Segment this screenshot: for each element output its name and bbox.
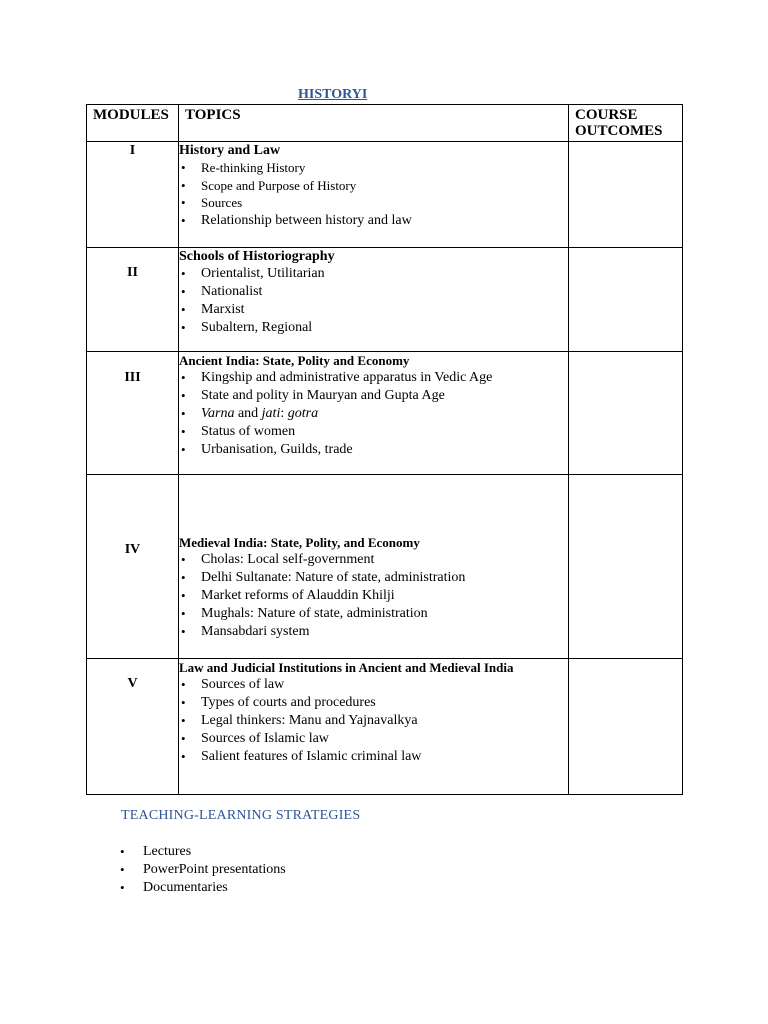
module-number (87, 142, 179, 248)
list-item: • Mughals: Nature of state, administration (179, 605, 568, 623)
topic-list (179, 159, 568, 230)
list-item: • Orientalist, Utilitarian (179, 265, 568, 283)
topic-list (179, 676, 568, 766)
course-outcomes-cell (569, 352, 683, 475)
topics-cell (179, 659, 569, 795)
topic-heading: Ancient India: State, Polity and Economy (179, 353, 410, 368)
course-outcomes-cell (569, 142, 683, 248)
list-item: • Delhi Sultanate: Nature of state, administration (179, 569, 568, 587)
topic-heading: History and Law (179, 143, 281, 158)
topic-heading: Law and Judicial Institutions in Ancient and Medieval India (179, 660, 514, 675)
list-item: • Sources of law (179, 676, 568, 694)
course-outcomes-cell (569, 475, 683, 659)
module-number (87, 659, 179, 795)
table-row (87, 248, 683, 352)
topics-cell (179, 352, 569, 475)
list-item: • Urbanisation, Guilds, trade (179, 441, 568, 459)
topic-list (179, 265, 568, 337)
header-course-outcomes: COURSE OUTCOMES (569, 105, 683, 142)
modules-table (86, 104, 683, 795)
list-item: • Legal thinkers: Manu and Yajnavalkya (179, 712, 568, 730)
module-number (87, 475, 179, 659)
list-item: • Sources (179, 194, 568, 212)
course-outcomes-cell (569, 248, 683, 352)
list-item: • Salient features of Islamic criminal law (179, 748, 568, 766)
module-number (87, 248, 179, 352)
list-item: • Subaltern, Regional (179, 319, 568, 337)
topic-heading: Medieval India: State, Polity, and Economy (179, 535, 420, 550)
table-row (87, 659, 683, 795)
strategies-heading: TEACHING-LEARNING STRATEGIES (121, 808, 361, 823)
module-label: IV (124, 542, 141, 557)
list-item: • Market reforms of Alauddin Khilji (179, 587, 568, 605)
topics-cell (179, 248, 569, 352)
topic-list (179, 369, 568, 459)
header-topics: TOPICS (179, 105, 569, 142)
list-item: • Re-thinking History (179, 159, 568, 177)
list-item: • Types of courts and procedures (179, 694, 568, 712)
topic-list (179, 551, 568, 641)
list-item: • Documentaries (118, 879, 286, 897)
header-modules: MODULES (87, 105, 179, 142)
table-row (87, 352, 683, 475)
list-item: • Status of women (179, 423, 568, 441)
list-item: • Nationalist (179, 283, 568, 301)
list-item: • Cholas: Local self-government (179, 551, 568, 569)
module-label: I (129, 143, 136, 158)
table-row (87, 142, 683, 248)
strategies-list (118, 843, 286, 897)
list-item: • PowerPoint presentations (118, 861, 286, 879)
list-item: • Varna and jati: gotra (179, 405, 568, 423)
list-item: • State and polity in Mauryan and Gupta Age (179, 387, 568, 405)
list-item: • Sources of Islamic law (179, 730, 568, 748)
list-item: • Kingship and administrative apparatus in Vedic Age (179, 369, 568, 387)
module-number (87, 352, 179, 475)
course-outcomes-cell (569, 659, 683, 795)
table-header-row (87, 105, 683, 142)
list-item: • Scope and Purpose of History (179, 177, 568, 195)
module-label: III (124, 370, 141, 385)
page-title: HISTORYI (298, 87, 368, 102)
list-item: • Mansabdari system (179, 623, 568, 641)
list-item: • Marxist (179, 301, 568, 319)
topics-cell (179, 475, 569, 659)
topic-heading: Schools of Historiography (179, 249, 335, 264)
table-row (87, 475, 683, 659)
list-item: • Lectures (118, 843, 286, 861)
module-label: II (127, 265, 138, 280)
list-item: • Relationship between history and law (179, 212, 568, 230)
topics-cell (179, 142, 569, 248)
module-label: V (127, 676, 138, 691)
